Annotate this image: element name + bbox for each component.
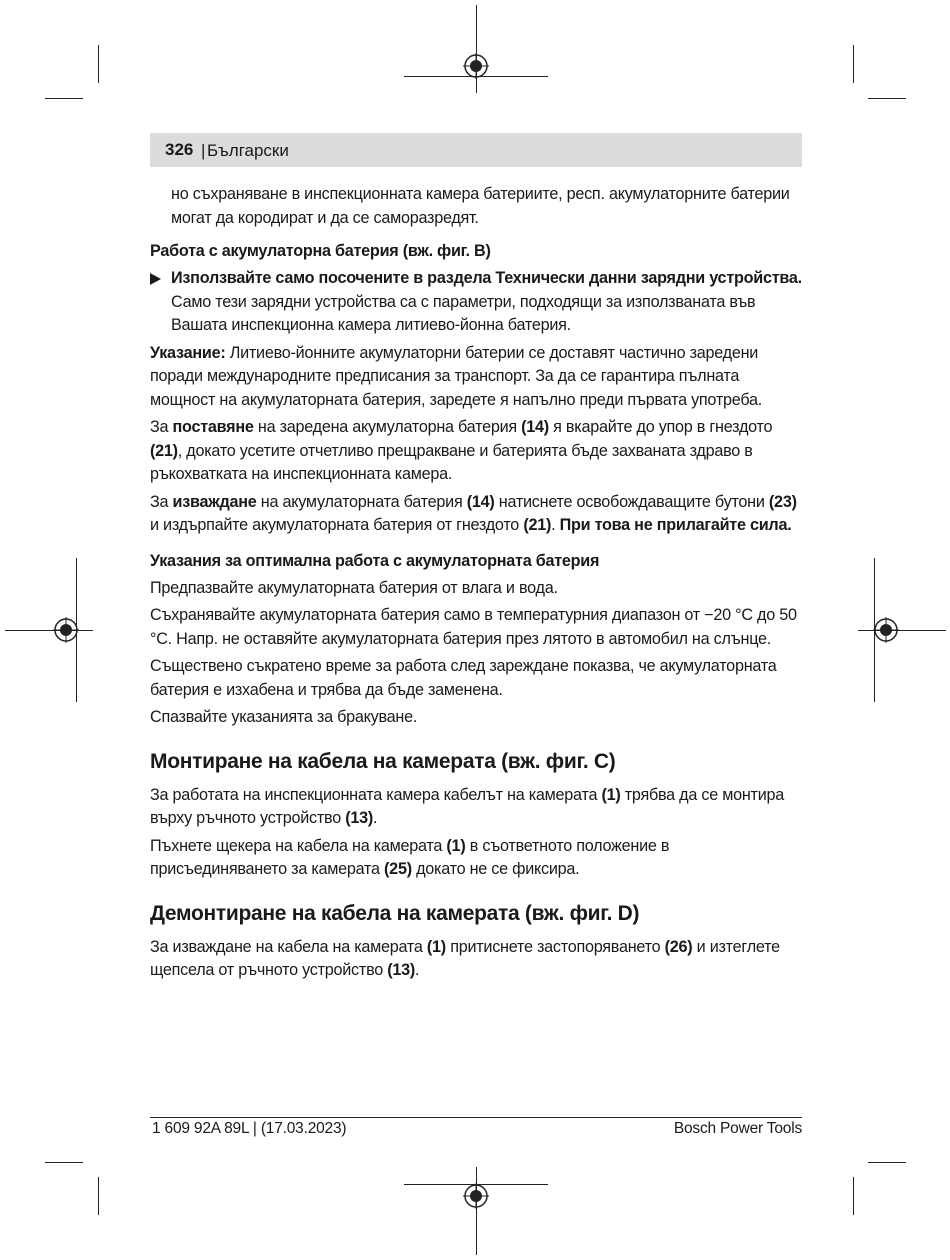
crop-mark — [45, 98, 83, 99]
tips-paragraph: Предпазвайте акумулаторната батерия от влага и вода. — [150, 578, 558, 597]
crop-mark — [853, 45, 854, 83]
registration-target-icon — [873, 617, 899, 643]
mount-paragraph — [150, 784, 802, 831]
note-text: Литиево-йонните акумулаторни батерии се доставят частично заредени поради международните предписания за транспорт. За да се гарантира пълната мощност на акумулаторната батерия, заредете я напълно преди първата употреба. — [150, 343, 762, 409]
text-run: на акумулаторната батерия — [256, 492, 467, 511]
text-bold: (23) — [768, 492, 797, 511]
mount-section-title: Монтиране на кабела на камерата (вж. фиг. C) — [150, 749, 616, 773]
text-run: и издърпайте акумулаторната батерия от гнездото — [150, 516, 524, 534]
intro-paragraph: но съхраняване в инспекционната камера батериите, респ. акумулаторните батерии могат да кородират и да се саморазредят. — [171, 185, 790, 227]
warning-bold: Използвайте само посочените в раздела Технически данни зарядни устройства. — [171, 269, 802, 287]
battery-section-title: Работа с акумулаторна батерия (вж. фиг. B) — [150, 242, 491, 260]
text-run: . — [373, 809, 378, 827]
text-bold: (14) — [466, 492, 495, 511]
text-bold: (1) — [426, 937, 446, 956]
text-bold: (14) — [521, 418, 549, 436]
warning-text: Само тези зарядни устройства са с параметри, подходящи за използваната във Вашата инспекционна камера литиево-йонна батерия. — [171, 292, 756, 334]
text-run: на заредена акумулаторна батерия — [253, 418, 522, 436]
tips-paragraph: Спазвайте указанията за бракуване. — [150, 708, 418, 726]
text-bold: При това не прилагайте сила. — [559, 516, 792, 534]
registration-target-icon — [53, 617, 79, 643]
text-bold: (25) — [384, 860, 412, 878]
dismount-paragraph — [150, 936, 802, 983]
registration-target-icon — [463, 1183, 489, 1209]
text-run: , докато усетите отчетливо прещракване и батерията бъде захваната здраво в ръкохватката на инспекционната камера. — [150, 441, 753, 483]
remove-paragraph — [150, 491, 802, 538]
crop-mark — [45, 1162, 83, 1163]
page-header — [150, 133, 802, 167]
text-bold: (13) — [387, 961, 416, 979]
registration-line — [858, 630, 946, 631]
page-number: 326 — [165, 140, 194, 159]
footer-rule — [150, 1117, 802, 1118]
text-bold: (21) — [150, 441, 178, 460]
text-run: в съответното положение в присъединяването за камерата — [150, 836, 670, 878]
tips-paragraph: Съхранявайте акумулаторната батерия само в температурния диапазон от −20 °C до 50 °C. Напр. не оставяйте акумулаторната батерия през лятото в автомобил на слънце. — [150, 606, 797, 648]
text-bold: (13) — [345, 809, 373, 827]
footer-brand: Bosch Power Tools — [673, 1120, 802, 1137]
footer-doc-id: 1 609 92A 89L | (17.03.2023) — [152, 1120, 347, 1137]
note-label: Указание: — [150, 343, 226, 362]
text-run: За — [150, 492, 173, 511]
header-language: Български — [207, 141, 289, 160]
text-bold: (26) — [664, 937, 693, 956]
text-run: . — [551, 516, 560, 534]
registration-line — [5, 630, 93, 631]
text-run: За работата на инспекционната камера кабелът на камерата — [150, 785, 602, 804]
text-run: я вкарайте до упор в гнездото — [548, 418, 773, 436]
text-bold: (21) — [523, 516, 552, 534]
crop-mark — [853, 1177, 854, 1215]
warning-bullet — [150, 267, 802, 338]
text-run: . — [415, 961, 420, 979]
text-run: докато не се фиксира. — [411, 860, 580, 878]
text-run: натиснете освобождаващите бутони — [494, 492, 769, 511]
registration-target-icon — [463, 53, 489, 79]
text-bold: изваждане — [172, 492, 257, 511]
tips-paragraph: Съществено съкратено време за работа след зареждане показва, че акумулаторната батерия е изхабена и трябва да бъде заменена. — [150, 657, 777, 699]
registration-line — [476, 1167, 477, 1255]
mount-paragraph — [150, 835, 802, 882]
crop-mark — [868, 98, 906, 99]
bullet-arrow-icon — [150, 273, 161, 285]
crop-mark — [98, 1177, 99, 1215]
registration-line — [476, 5, 477, 93]
text-run: притиснете застопоряването — [445, 937, 665, 956]
text-run: Пъхнете щекера на кабела на камерата — [150, 836, 447, 855]
text-run: За — [150, 418, 173, 436]
text-run: и изтеглете щепсела от ръчното устройство — [150, 937, 780, 979]
page-body — [150, 183, 802, 987]
insert-paragraph — [150, 416, 802, 487]
crop-mark — [868, 1162, 906, 1163]
text-run: трябва да се монтира върху ръчното устройство — [150, 785, 785, 827]
text-bold: (1) — [446, 836, 466, 855]
crop-mark — [98, 45, 99, 83]
dismount-section-title: Демонтиране на кабела на камерата (вж. фиг. D) — [150, 901, 640, 925]
tips-section-title: Указания за оптимална работа с акумулаторната батерия — [150, 551, 600, 570]
text-bold: поставяне — [172, 418, 254, 436]
text-run: За изваждане на кабела на камерата — [150, 937, 427, 956]
header-separator: | — [201, 141, 206, 160]
note-paragraph — [150, 342, 802, 413]
text-bold: (1) — [601, 785, 621, 804]
